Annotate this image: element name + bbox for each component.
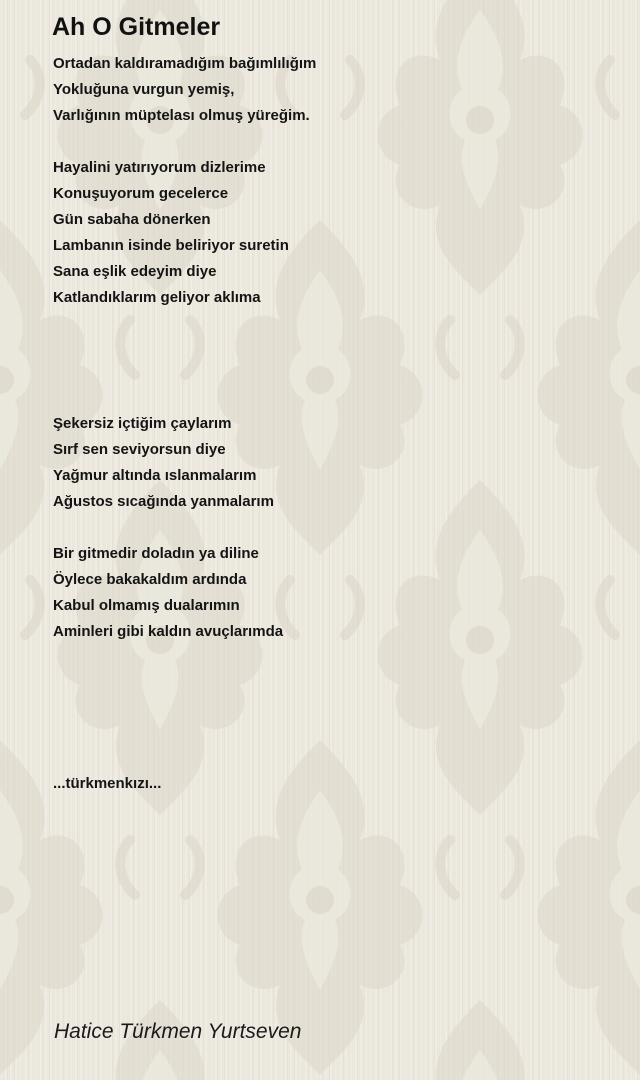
author-name: Hatice Türkmen Yurtseven: [54, 1020, 302, 1043]
poem-line: Bir gitmedir doladın ya diline: [53, 545, 259, 562]
poem-signature: ...türkmenkızı...: [53, 775, 162, 792]
poem-line: Yağmur altında ıslanmalarım: [53, 467, 257, 484]
poem-line: Ağustos sıcağında yanmalarım: [53, 493, 274, 510]
poem-line: Lambanın isinde beliriyor suretin: [53, 237, 289, 254]
poem-line: Sırf sen seviyorsun diye: [53, 441, 226, 458]
poem-line: Kabul olmamış dualarımın: [53, 597, 240, 614]
poem-line: Aminleri gibi kaldın avuçlarımda: [53, 623, 284, 640]
poem-line: Katlandıklarım geliyor aklıma: [53, 289, 261, 306]
poem-line: Sana eşlik edeyim diye: [53, 263, 217, 280]
stanza-3: [53, 411, 274, 515]
stanza-2: [53, 155, 289, 311]
poem-line: Ortadan kaldıramadığım bağımlılığım: [53, 55, 317, 72]
poem-line: Hayalini yatırıyorum dizlerime: [53, 159, 266, 176]
stanza-1: [53, 51, 316, 129]
poem-line: Varlığının müptelası olmuş yüreğim.: [53, 107, 310, 124]
poem-line: Öylece bakakaldım ardında: [53, 571, 247, 588]
stanza-4: [53, 541, 283, 645]
poem-line: Gün sabaha dönerken: [53, 211, 211, 228]
poem-line: Yokluğuna vurgun yemiş,: [53, 81, 235, 98]
poem-line: Şekersiz içtiğim çaylarım: [53, 415, 232, 432]
poem-line: Konuşuyorum gecelerce: [53, 185, 229, 202]
poem-title: Ah O Gitmeler: [52, 13, 221, 41]
